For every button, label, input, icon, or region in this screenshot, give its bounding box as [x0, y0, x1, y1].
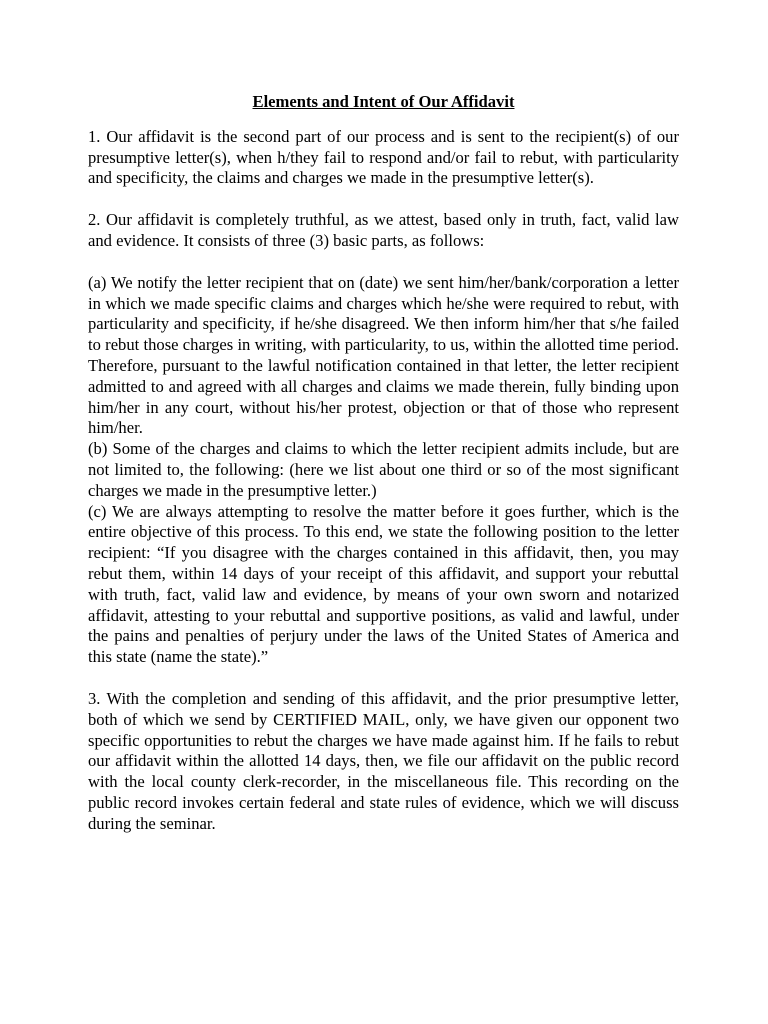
paragraph-3: 3. With the completion and sending of this affidavit, and the prior presumptive letter, both of which we send by CERTIFIED MAIL, only, we have given our opponent two specific opportunities to rebut the charges we have made against him. If he fails to rebut our affidavit within the allotted 14 days, then, we file our affidavit on the public record with the local county clerk-recorder, in the miscellaneous file. This recording on the public record invokes certain federal and state rules of evidence, which we will discuss during the seminar. [88, 688, 679, 833]
paragraph-2: 2. Our affidavit is completely truthful, as we attest, based only in truth, fact, valid law and evidence. It consists of three (3) basic parts, as follows: [88, 210, 679, 250]
paragraph-spacer [88, 668, 679, 689]
paragraph-spacer [88, 252, 679, 273]
document-page [88, 92, 679, 835]
paragraph-2b: (b) Some of the charges and claims to which the letter recipient admits include, but are not limited to, the following: (here we list about one third or so of the most significant charges we made in the presumptive letter.) [88, 439, 679, 500]
document-title: Elements and Intent of Our Affidavit [252, 92, 515, 111]
paragraph-2a: (a) We notify the letter recipient that on (date) we sent him/her/bank/corporation a letter in which we made specific claims and charges which he/she were required to rebut, with particularity and specificity, if he/she disagreed. We then inform him/her that s/he failed to rebut those charges in writing, with particularity, to us, within the allotted time period. Therefore, pursuant to the lawful notification contained in that letter, the letter recipient admitted to and agreed with all charges and claims we made therein, fully binding upon him/her in any court, without his/her protest, objection or that of those who represent him/her. [88, 272, 679, 438]
paragraph-1: 1. Our affidavit is the second part of our process and is sent to the recipient(s) of our presumptive letter(s), when h/they fail to respond and/or fail to rebut, with particularity and specificity, the claims and charges we made in the presumptive letter(s). [88, 126, 679, 188]
paragraph-2c: (c) We are always attempting to resolve the matter before it goes further, which is the entire objective of this process. To this end, we state the following position to the letter recipient: “If you disagree with the charges contained in this affidavit, then, you may rebut them, within 14 days of your receipt of this affidavit, and support your rebuttal with truth, fact, valid law and evidence, by means of your own sworn and notarized affidavit, attesting to your rebuttal and supportive positions, as valid and lawful, under the pains and penalties of perjury under the laws of the United States of America and this state (name the state).” [88, 501, 679, 667]
paragraph-spacer [88, 189, 679, 210]
